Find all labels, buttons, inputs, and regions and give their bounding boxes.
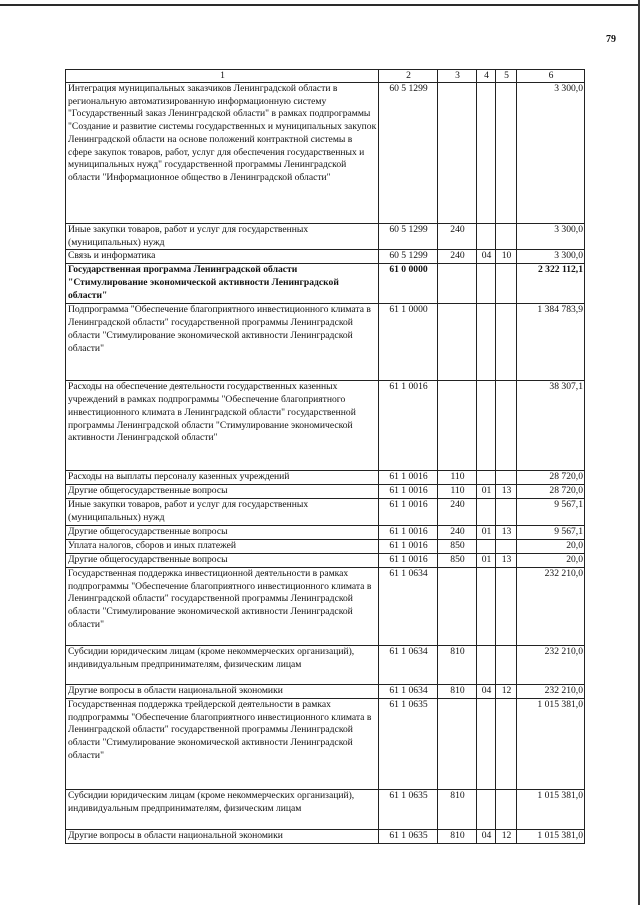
row-name-cell: Расходы на обеспечение деятельности государственных казенных учреждений в рамках подпрограммы "Обеспечение благоприятного инвестиционного климата в Ленинградской области" государственной программы Ленинградской области "Стимулирование экономической активности Ленинградской области": [66, 381, 379, 471]
row-name-cell: Субсидии юридическим лицам (кроме некоммерческих организаций), индивидуальным предпринимателям, физическим лицам: [66, 645, 379, 684]
row-amount-cell: 3 300,0: [517, 83, 585, 224]
row-expense-type-cell: 850: [438, 539, 477, 553]
budget-table: [65, 69, 585, 844]
row-subsection-cell: [496, 264, 517, 304]
row-amount-cell: 9 567,1: [517, 499, 585, 525]
row-section-cell: [477, 83, 496, 224]
row-name-cell: Интеграция муниципальных заказчиков Ленинградской области в региональную автоматизированную информационную систему "Государственный заказ Ленинградской области" в рамках подпрограммы "Создание и развитие системы государственных и муниципальных закупок Ленинградской области на основе положений контрактной системы в сфере закупок товаров, работ, услуг для обеспечения государственных и муниципальных нужд" государственной программы Ленинградской области "Информационное общество в Ленинградской области": [66, 83, 379, 224]
table-row: [66, 789, 585, 829]
table-row: [66, 684, 585, 698]
row-name-cell: Государственная поддержка трейдерской деятельности в рамках подпрограммы "Обеспечение благоприятного инвестиционного климата в Ленинградской области" государственной программы Ленинградской области "Стимулирование экономической активности Ленинградской области": [66, 698, 379, 789]
row-section-cell: 04: [477, 684, 496, 698]
header-col-section: 4: [477, 70, 496, 83]
row-subsection-cell: [496, 698, 517, 789]
header-col-subsection: 5: [496, 70, 517, 83]
row-expense-type-cell: [438, 304, 477, 381]
row-name-cell: Расходы на выплаты персоналу казенных учреждений: [66, 471, 379, 485]
row-expense-type-cell: 810: [438, 829, 477, 843]
table-row: [66, 539, 585, 553]
row-subsection-cell: 12: [496, 829, 517, 843]
table-row: [66, 553, 585, 567]
row-code-cell: 61 0 0000: [379, 264, 438, 304]
row-section-cell: 01: [477, 525, 496, 539]
table-row: [66, 224, 585, 250]
row-subsection-cell: [496, 471, 517, 485]
row-section-cell: [477, 304, 496, 381]
row-section-cell: [477, 264, 496, 304]
table-row: [66, 499, 585, 525]
row-name-cell: Государственная программа Ленинградской области "Стимулирование экономической активности Ленинградской области": [66, 264, 379, 304]
table-row: [66, 264, 585, 304]
row-amount-cell: 3 300,0: [517, 250, 585, 264]
row-amount-cell: 1 015 381,0: [517, 829, 585, 843]
row-section-cell: [477, 567, 496, 645]
row-expense-type-cell: [438, 567, 477, 645]
row-subsection-cell: [496, 567, 517, 645]
row-section-cell: [477, 471, 496, 485]
row-section-cell: [477, 789, 496, 829]
table-row: [66, 304, 585, 381]
row-code-cell: 61 1 0634: [379, 684, 438, 698]
row-subsection-cell: [496, 539, 517, 553]
row-code-cell: 61 1 0016: [379, 471, 438, 485]
row-section-cell: [477, 645, 496, 684]
row-expense-type-cell: 850: [438, 553, 477, 567]
row-amount-cell: 1 015 381,0: [517, 698, 585, 789]
row-subsection-cell: [496, 499, 517, 525]
row-amount-cell: 2 322 112,1: [517, 264, 585, 304]
row-amount-cell: 20,0: [517, 553, 585, 567]
top-border-line: [0, 4, 640, 6]
row-amount-cell: 9 567,1: [517, 525, 585, 539]
row-amount-cell: 38 307,1: [517, 381, 585, 471]
row-name-cell: Государственная поддержка инвестиционной деятельности в рамках подпрограммы "Обеспечение благоприятного инвестиционного климата в Ленинградской области" государственной программы Ленинградской области "Стимулирование экономической активности Ленинградской области": [66, 567, 379, 645]
row-subsection-cell: 10: [496, 250, 517, 264]
table-row: [66, 485, 585, 499]
row-name-cell: Иные закупки товаров, работ и услуг для государственных (муниципальных) нужд: [66, 499, 379, 525]
row-subsection-cell: [496, 304, 517, 381]
header-col-expense-type: 3: [438, 70, 477, 83]
table-row: [66, 698, 585, 789]
row-name-cell: Подпрограмма "Обеспечение благоприятного инвестиционного климата в Ленинградской области" государственной программы Ленинградской области "Стимулирование экономической активности Ленинградской области": [66, 304, 379, 381]
row-name-cell: Другие вопросы в области национальной экономики: [66, 829, 379, 843]
row-name-cell: Другие вопросы в области национальной экономики: [66, 684, 379, 698]
table-row: [66, 645, 585, 684]
row-amount-cell: 1 384 783,9: [517, 304, 585, 381]
row-section-cell: [477, 224, 496, 250]
row-code-cell: 61 1 0016: [379, 539, 438, 553]
header-col-amount: 6: [517, 70, 585, 83]
row-code-cell: 60 5 1299: [379, 83, 438, 224]
row-expense-type-cell: 240: [438, 525, 477, 539]
row-expense-type-cell: 110: [438, 485, 477, 499]
row-name-cell: Уплата налогов, сборов и иных платежей: [66, 539, 379, 553]
row-code-cell: 61 1 0016: [379, 381, 438, 471]
row-section-cell: 01: [477, 485, 496, 499]
row-code-cell: 61 1 0016: [379, 553, 438, 567]
row-amount-cell: 28 720,0: [517, 485, 585, 499]
table-row: [66, 829, 585, 843]
table-row: [66, 525, 585, 539]
row-subsection-cell: 13: [496, 553, 517, 567]
table-row: [66, 381, 585, 471]
row-code-cell: 61 1 0016: [379, 485, 438, 499]
row-code-cell: 61 1 0634: [379, 567, 438, 645]
row-subsection-cell: [496, 224, 517, 250]
header-col-code: 2: [379, 70, 438, 83]
row-name-cell: Другие общегосударственные вопросы: [66, 485, 379, 499]
page-number: 79: [606, 34, 616, 45]
row-amount-cell: 232 210,0: [517, 684, 585, 698]
row-expense-type-cell: [438, 698, 477, 789]
row-section-cell: [477, 381, 496, 471]
row-amount-cell: 3 300,0: [517, 224, 585, 250]
row-expense-type-cell: 810: [438, 684, 477, 698]
table-row: [66, 250, 585, 264]
row-expense-type-cell: [438, 264, 477, 304]
row-expense-type-cell: [438, 83, 477, 224]
row-code-cell: 61 1 0635: [379, 698, 438, 789]
row-subsection-cell: [496, 645, 517, 684]
row-section-cell: 01: [477, 553, 496, 567]
row-subsection-cell: [496, 789, 517, 829]
row-expense-type-cell: 240: [438, 499, 477, 525]
row-name-cell: Субсидии юридическим лицам (кроме некоммерческих организаций), индивидуальным предпринимателям, физическим лицам: [66, 789, 379, 829]
row-section-cell: [477, 539, 496, 553]
row-section-cell: 04: [477, 829, 496, 843]
row-name-cell: Другие общегосударственные вопросы: [66, 525, 379, 539]
row-section-cell: 04: [477, 250, 496, 264]
table-row: [66, 567, 585, 645]
row-code-cell: 61 1 0634: [379, 645, 438, 684]
row-amount-cell: 28 720,0: [517, 471, 585, 485]
row-expense-type-cell: 810: [438, 645, 477, 684]
table-row: [66, 471, 585, 485]
row-expense-type-cell: 810: [438, 789, 477, 829]
row-section-cell: [477, 499, 496, 525]
row-amount-cell: 1 015 381,0: [517, 789, 585, 829]
row-name-cell: Связь и информатика: [66, 250, 379, 264]
row-subsection-cell: [496, 381, 517, 471]
row-code-cell: 61 1 0635: [379, 789, 438, 829]
row-code-cell: 61 1 0000: [379, 304, 438, 381]
row-amount-cell: 232 210,0: [517, 567, 585, 645]
row-expense-type-cell: 240: [438, 250, 477, 264]
table-header-row: [66, 70, 585, 83]
row-subsection-cell: 13: [496, 525, 517, 539]
row-code-cell: 61 1 0016: [379, 499, 438, 525]
row-subsection-cell: 12: [496, 684, 517, 698]
table-row: [66, 83, 585, 224]
row-code-cell: 61 1 0635: [379, 829, 438, 843]
row-amount-cell: 232 210,0: [517, 645, 585, 684]
row-expense-type-cell: 110: [438, 471, 477, 485]
row-section-cell: [477, 698, 496, 789]
row-subsection-cell: [496, 83, 517, 224]
row-code-cell: 60 5 1299: [379, 250, 438, 264]
row-expense-type-cell: 240: [438, 224, 477, 250]
row-name-cell: Иные закупки товаров, работ и услуг для государственных (муниципальных) нужд: [66, 224, 379, 250]
row-name-cell: Другие общегосударственные вопросы: [66, 553, 379, 567]
row-expense-type-cell: [438, 381, 477, 471]
row-code-cell: 61 1 0016: [379, 525, 438, 539]
row-amount-cell: 20,0: [517, 539, 585, 553]
row-code-cell: 60 5 1299: [379, 224, 438, 250]
header-col-name: 1: [66, 70, 379, 83]
row-subsection-cell: 13: [496, 485, 517, 499]
